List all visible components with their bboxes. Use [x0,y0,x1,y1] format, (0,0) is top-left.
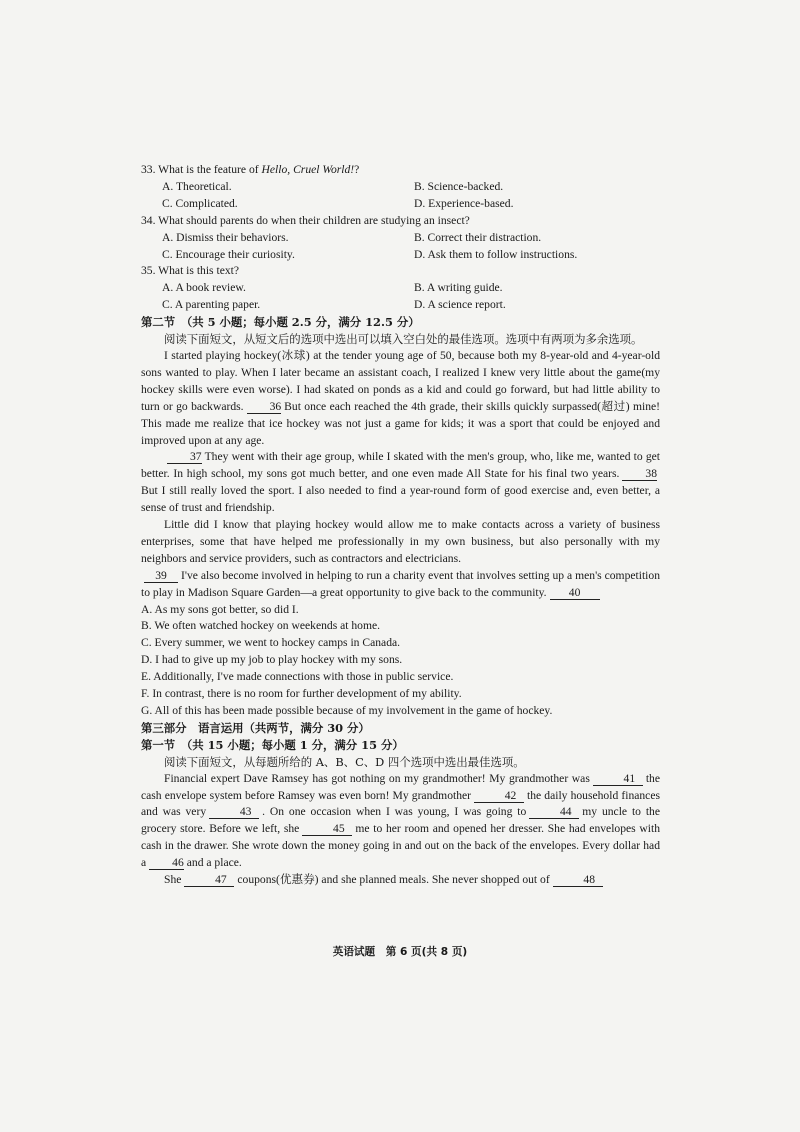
book-title: Hello, Cruel World! [261,163,355,176]
option-c: C. Encourage their curiosity. [162,247,295,261]
question-34-text: 34. What should parents do when their children are studying an insect? [141,213,470,227]
option-b: B. A writing guide. [414,281,503,295]
option-c: C. A parenting paper. [162,298,261,312]
passage-2-paragraph-2: 37 They went with their age group, while I skated with the men's group, who, like me, wanted to get better. In high school, my sons got much better, and one even made All State for his final two years. 38But I still really loved the sport. I also needed to find a year-round form of good exercise and, even better, a sense of trust and friendship. [141,450,660,515]
part-3-subheading: 第一节 （共 15 小题；每小题 1 分，满分 15 分） [141,737,404,752]
question-33-options [141,179,660,213]
choice-c: C. Every summer, we went to hockey camps in Canada. [141,636,401,650]
blank-36[interactable]: 36 [247,400,282,414]
passage-2-paragraph-3: Little did I know that playing hockey would allow me to make contacts across a variety of business enterprises, some that have helped me professionally in my own business, but also personally with my neighbors and service providers, such as contractors and electricians. [141,518,660,565]
option-c: C. Complicated. [162,196,238,210]
blank-45[interactable]: 45 [302,822,352,836]
blank-46[interactable]: 46 [149,856,184,870]
part-3-heading: 第三部分 语言运用（共两节，满分 30 分） [141,720,370,735]
blank-47[interactable]: 47 [184,873,234,887]
blank-41[interactable]: 41 [593,772,643,786]
passage-3-paragraph-1: Financial expert Dave Ramsey has got nothing on my grandmother! My grandmother was 41 the cash envelope system before Ramsey was even born! My grandmother 42 the daily household finances and was very 43 . On one occasion when I was young, I was going to 44 my uncle to the grocery store. Before we left, she 45 me to her room and opened her dresser. She had envelopes with cash in the drawer. She wrote down the money going in and out on the back of the envelopes. Every dollar had a 46 and a place. [141,771,660,870]
passage-2 [141,348,660,602]
blank-37[interactable]: 37 [167,450,202,464]
question-33-prefix: 33. What is the feature of [141,163,262,176]
choice-g: G. All of this has been made possible because of my involvement in the game of hockey. [141,704,553,717]
passage-2-paragraph-1: I started playing hockey(冰球) at the tender young age of 50, because both my 8-year-old and 4-year-old sons wanted to play. When I later became an assistant coach, I realized I knew very little about the game(my hockey skills were even worse). I had skated on ponds as a kid and could go forward, but had little ability to turn or go backwards. 36 But once each reached the 4th grade, their skills quickly surpassed(超过) mine! This made me realize that ice hockey was not just a game for kids; it was a sport that could be enjoyed and improved upon at any age. [141,348,660,447]
blank-42[interactable]: 42 [474,789,524,803]
option-a: A. Dismiss their behaviors. [162,230,289,244]
section-2-instruction: 阅读下面短文，从短文后的选项中选出可以填入空白处的最佳选项。选项中有两项为多余选项。 [164,332,643,347]
passage-3-paragraph-2: She 47 coupons(优惠券) and she planned meals. She never shopped out of 48 [141,872,660,889]
blank-40[interactable]: 40 [550,586,600,600]
option-a: A. Theoretical. [162,179,232,193]
choice-a: A. As my sons got better, so did I. [141,602,299,616]
option-a: A. A book review. [162,281,246,295]
part-3-instruction: 阅读下面短文，从每题所给的 A、B、C、D 四个选项中选出最佳选项。 [164,754,525,769]
choice-list [141,602,660,720]
option-b: B. Science-backed. [414,179,504,193]
question-35-options [141,280,660,314]
choice-f: F. In contrast, there is no room for further development of my ability. [141,687,462,701]
question-35 [141,263,660,314]
passage-3 [141,771,660,889]
question-34-options [141,230,660,264]
blank-39[interactable]: 39 [144,569,178,583]
option-d: D. Ask them to follow instructions. [414,247,578,261]
page-footer: 英语试题 第 6 页(共 8 页) [332,946,468,958]
choice-b: B. We often watched hockey on weekends at home. [141,619,381,633]
question-33-suffix: ? [354,163,360,176]
question-33 [141,162,660,213]
option-d: D. A science report. [414,298,506,312]
passage-2-paragraph-4: 39 I've also become involved in helping to run a charity event that involves setting up a men's competition to play in Madison Square Garden—a great opportunity to give back to the community. 40 [141,568,660,599]
choice-e: E. Additionally, I've made connections with those in public service. [141,670,454,684]
question-35-text: 35. What is this text? [141,264,239,278]
choice-d: D. I had to give up my job to play hockey with my sons. [141,653,403,667]
blank-43[interactable]: 43 [209,805,259,819]
option-d: D. Experience-based. [414,196,514,210]
blank-44[interactable]: 44 [529,805,579,819]
option-b: B. Correct their distraction. [414,230,542,244]
question-34 [141,213,660,264]
blank-48[interactable]: 48 [553,873,603,887]
blank-38[interactable]: 38 [622,467,657,481]
section-2-heading: 第二节 （共 5 小题；每小题 2.5 分，满分 12.5 分） [141,315,420,330]
